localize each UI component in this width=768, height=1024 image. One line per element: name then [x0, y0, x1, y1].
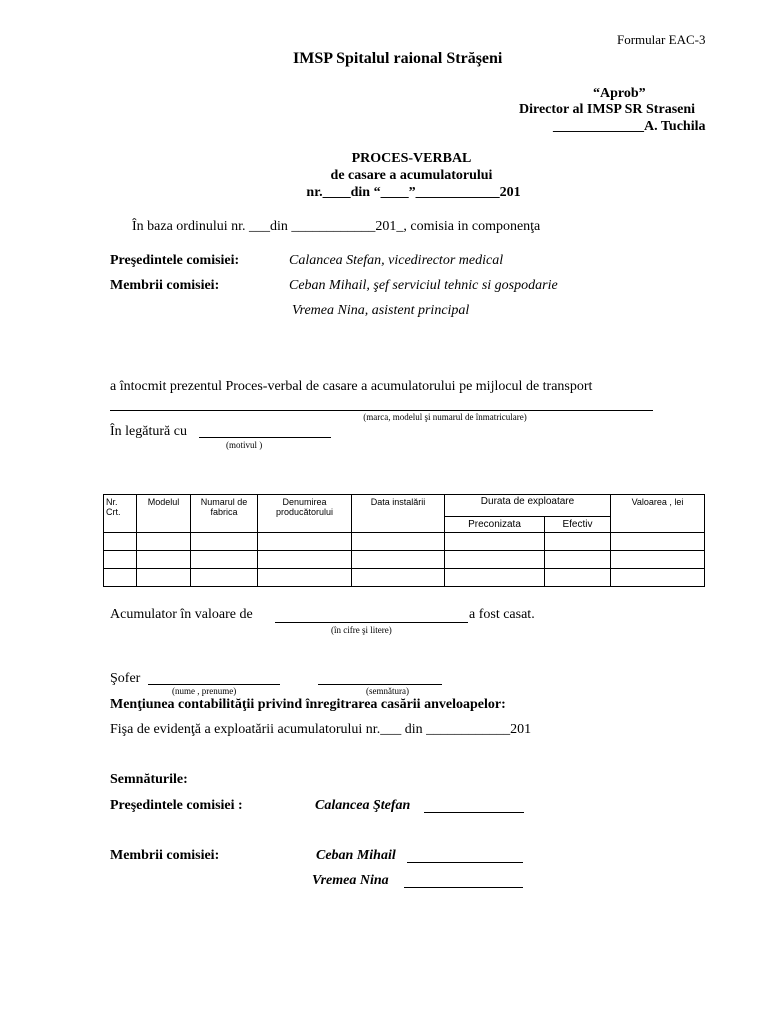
driver-label: Şofer [110, 671, 141, 686]
driver-name-caption: (nume , prenume) [172, 686, 237, 696]
written-off-line [275, 622, 468, 623]
approval-director: Director al IMSP SR Straseni [519, 102, 696, 117]
document-subtitle: de casare a acumulatorului [330, 168, 493, 183]
table-cell [104, 569, 137, 587]
table-cell [545, 533, 611, 551]
table-cell [445, 533, 545, 551]
table-cell [191, 533, 258, 551]
header-manufacturer: Denumirea producătorului [258, 495, 352, 533]
header-value: Valoarea , lei [611, 495, 705, 533]
sig-member-2-line [404, 887, 523, 888]
table-cell [611, 569, 705, 587]
header-planned: Preconizata [445, 517, 545, 533]
member-2-value: Vremea Nina, asistent principal [292, 303, 470, 318]
table-cell [104, 533, 137, 551]
sig-member-2-name: Vremea Nina [312, 873, 389, 888]
table-cell [445, 569, 545, 587]
header-actual: Efectiv [545, 517, 611, 533]
table-cell [611, 533, 705, 551]
table-cell [352, 569, 445, 587]
table-cell [545, 569, 611, 587]
written-off-prefix: Acumulator în valoare de [110, 607, 253, 622]
table-row [104, 569, 705, 587]
written-off-caption: (în cifre şi litere) [331, 625, 392, 635]
table-cell [545, 551, 611, 569]
table-cell [137, 569, 191, 587]
table-cell [352, 551, 445, 569]
vehicle-caption: (marca, modelul şi numarul de înmatriculare) [363, 412, 527, 422]
written-off-suffix: a fost casat. [469, 607, 535, 622]
document-number-line: nr.____din “____”____________201 [306, 185, 521, 200]
sig-president-line [424, 812, 524, 813]
header-serial: Numarul de fabrica [191, 495, 258, 533]
sig-member-1-line [407, 862, 523, 863]
document-title: PROCES-VERBAL [351, 151, 472, 166]
table-cell [611, 551, 705, 569]
reason-line [199, 437, 331, 438]
table-cell [191, 551, 258, 569]
form-code: Formular EAC-3 [617, 32, 706, 47]
driver-name-line [148, 684, 280, 685]
header-duration: Durata de exploatare [445, 495, 611, 517]
header-model: Modelul [137, 495, 191, 533]
sig-president-label: Preşedintele comisiei : [110, 798, 243, 813]
table-cell [258, 569, 352, 587]
table-cell [352, 533, 445, 551]
table-cell [258, 533, 352, 551]
institution-name: IMSP Spitalul raional Străşeni [293, 50, 503, 67]
reason-caption: (motivul ) [226, 440, 263, 450]
members-label: Membrii comisiei: [110, 278, 220, 293]
signatures-heading: Semnăturile: [110, 772, 188, 787]
approval-signature-line: _____________A. Tuchila [553, 119, 706, 134]
president-label: Preşedintele comisiei: [110, 253, 240, 268]
table-cell [137, 533, 191, 551]
header-nr: Nr. Crt. [104, 495, 137, 533]
table-cell [104, 551, 137, 569]
driver-signature-caption: (semnătura) [366, 686, 409, 696]
reason-label: În legătură cu [110, 424, 187, 439]
record-line: Fişa de evidenţă a exploatării acumulatorului nr.___ din ____________201 [110, 722, 532, 737]
table-row [104, 551, 705, 569]
member-1-value: Ceban Mihail, şef serviciul tehnic si gospodarie [289, 278, 558, 293]
statement-text: a întocmit prezentul Proces-verbal de casare a acumulatorului pe mijlocul de transport [110, 379, 593, 394]
battery-table [103, 494, 705, 587]
table-cell [258, 551, 352, 569]
table-row [104, 533, 705, 551]
table-header-row [104, 495, 705, 517]
approval-label: “Aprob” [593, 86, 646, 101]
intro-text: În baza ordinului nr. ___din ____________201_, comisia in componenţa [132, 219, 541, 234]
sig-president-name: Calancea Ştefan [315, 798, 411, 813]
vehicle-line [110, 410, 653, 411]
sig-member-1-name: Ceban Mihail [316, 848, 396, 863]
header-install-date: Data instalării [352, 495, 445, 533]
table-cell [191, 569, 258, 587]
table-cell [445, 551, 545, 569]
table-cell [137, 551, 191, 569]
sig-members-label: Membrii comisiei: [110, 848, 220, 863]
president-value: Calancea Stefan, vicedirector medical [289, 253, 504, 268]
driver-signature-line [318, 684, 442, 685]
accounting-heading: Menţiunea contabilităţii privind înregitrarea casării anveloapelor: [110, 697, 506, 712]
